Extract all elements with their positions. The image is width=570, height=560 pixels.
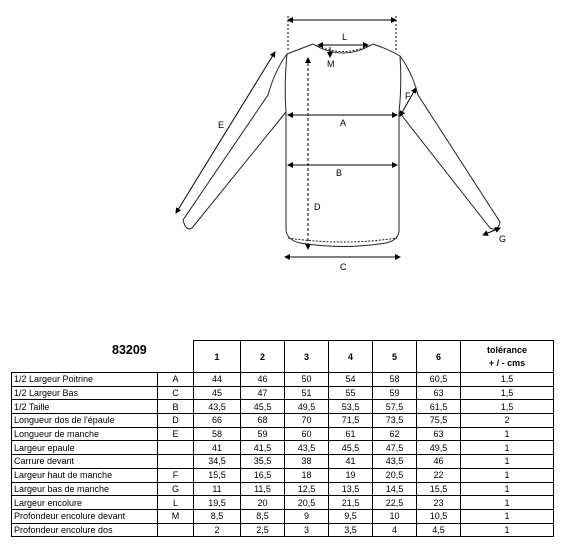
measure-value: 14,5 — [373, 482, 417, 496]
measure-value: 3,5 — [329, 523, 373, 537]
label-L: L — [342, 32, 348, 42]
measure-value: 75,5 — [417, 414, 461, 428]
measure-value: 62 — [373, 427, 417, 441]
measure-value: 60,5 — [417, 373, 461, 387]
measure-value: 2 — [194, 523, 241, 537]
measure-value: 21,5 — [329, 496, 373, 510]
measure-value: 60 — [285, 427, 329, 441]
label-M: M — [327, 59, 335, 69]
tolerance-value: 1 — [461, 427, 554, 441]
measure-value: 22,5 — [373, 496, 417, 510]
tolerance-header-line: + / - cms — [488, 357, 526, 368]
measure-label: Longueur dos de l'épaule — [12, 414, 158, 428]
dim-E — [176, 52, 275, 213]
measure-label: Largeur epaule — [12, 441, 158, 455]
measure-value: 9,5 — [329, 509, 373, 523]
table-row — [12, 400, 554, 414]
measure-label: Largeur haut de manche — [12, 468, 158, 482]
tolerance-value: 1,5 — [461, 386, 554, 400]
measure-value: 51 — [285, 386, 329, 400]
model-number: 83209 — [112, 343, 147, 357]
table-row — [12, 414, 554, 428]
tolerance-value: 1,5 — [461, 400, 554, 414]
measure-value: 41 — [194, 441, 241, 455]
table-row — [12, 482, 554, 496]
measure-value: 55 — [329, 386, 373, 400]
measure-label: 1/2 Largeur Bas — [12, 386, 158, 400]
measure-value: 66 — [194, 414, 241, 428]
dimension-lines — [176, 16, 500, 257]
measure-code: G — [158, 482, 194, 496]
label-G: G — [499, 234, 507, 244]
measure-label: Profondeur encolure dos — [12, 523, 158, 537]
measure-value: 50 — [285, 373, 329, 387]
measure-value: 3 — [285, 523, 329, 537]
measure-code — [158, 523, 194, 537]
measure-value: 9 — [285, 509, 329, 523]
measure-value: 58 — [194, 427, 241, 441]
measure-value: 73,5 — [373, 414, 417, 428]
measure-code: B — [158, 400, 194, 414]
measure-value: 58 — [373, 373, 417, 387]
size-header-3: 3 — [285, 341, 329, 373]
table-row — [12, 468, 554, 482]
measure-value: 47,5 — [373, 441, 417, 455]
measure-value: 10 — [373, 509, 417, 523]
measure-value: 16,5 — [241, 468, 285, 482]
label-E: E — [218, 120, 225, 130]
measure-value: 46 — [417, 455, 461, 469]
measure-value: 8,5 — [194, 509, 241, 523]
measure-value: 15,5 — [417, 482, 461, 496]
measure-label: Profondeur encolure devant — [12, 509, 158, 523]
measure-code: A — [158, 373, 194, 387]
measure-value: 20 — [241, 496, 285, 510]
measure-value: 22 — [417, 468, 461, 482]
table-row — [12, 455, 554, 469]
measure-value: 44 — [194, 373, 241, 387]
measure-code: M — [158, 509, 194, 523]
measure-value: 71,5 — [329, 414, 373, 428]
label-A: A — [340, 118, 347, 128]
table-row — [12, 496, 554, 510]
measure-value: 41,5 — [241, 441, 285, 455]
measure-value: 19,5 — [194, 496, 241, 510]
measure-code: C — [158, 386, 194, 400]
measure-value: 20,5 — [285, 496, 329, 510]
measure-value: 59 — [373, 386, 417, 400]
tolerance-header — [461, 341, 554, 373]
measure-value: 10,5 — [417, 509, 461, 523]
measure-value: 2,5 — [241, 523, 285, 537]
tolerance-value: 1,5 — [461, 373, 554, 387]
table-row — [12, 427, 554, 441]
tolerance-value: 1 — [461, 455, 554, 469]
measure-value: 20,5 — [373, 468, 417, 482]
measure-value: 4,5 — [417, 523, 461, 537]
measure-value: 18 — [285, 468, 329, 482]
measure-value: 11,5 — [241, 482, 285, 496]
measure-code: F — [158, 468, 194, 482]
size-header-row — [12, 341, 554, 373]
measure-value: 41 — [329, 455, 373, 469]
garment-outline — [183, 44, 500, 247]
measure-value: 63 — [417, 427, 461, 441]
measure-value: 43,5 — [194, 400, 241, 414]
measure-label: 1/2 Largeur Poitrine — [12, 373, 158, 387]
measure-value: 54 — [329, 373, 373, 387]
measure-value: 38 — [285, 455, 329, 469]
measure-value: 34,5 — [194, 455, 241, 469]
size-header-4: 4 — [329, 341, 373, 373]
measure-label: Largeur encolure — [12, 496, 158, 510]
size-header-6: 6 — [417, 341, 461, 373]
measure-value: 43,5 — [285, 441, 329, 455]
measure-value: 11 — [194, 482, 241, 496]
measure-value: 23 — [417, 496, 461, 510]
tolerance-value: 1 — [461, 523, 554, 537]
tolerance-value: 1 — [461, 482, 554, 496]
measure-value: 61 — [329, 427, 373, 441]
table-row — [12, 523, 554, 537]
measure-code — [158, 441, 194, 455]
tolerance-value: 1 — [461, 441, 554, 455]
measure-code: L — [158, 496, 194, 510]
measure-code — [158, 455, 194, 469]
measure-label: Largeur bas de manche — [12, 482, 158, 496]
measure-label: Longueur de manche — [12, 427, 158, 441]
measure-value: 43,5 — [373, 455, 417, 469]
header-blank — [12, 341, 194, 373]
label-D: D — [314, 202, 321, 212]
measure-code: D — [158, 414, 194, 428]
measure-value: 19 — [329, 468, 373, 482]
measure-value: 70 — [285, 414, 329, 428]
measure-value: 57,5 — [373, 400, 417, 414]
size-header-2: 2 — [241, 341, 285, 373]
tolerance-value: 1 — [461, 468, 554, 482]
label-F: F — [405, 91, 411, 101]
tolerance-value: 1 — [461, 509, 554, 523]
measure-value: 4 — [373, 523, 417, 537]
measure-value: 13,5 — [329, 482, 373, 496]
size-header-5: 5 — [373, 341, 417, 373]
measure-value: 35,5 — [241, 455, 285, 469]
measure-value: 15,5 — [194, 468, 241, 482]
measure-value: 47 — [241, 386, 285, 400]
table-row — [12, 441, 554, 455]
measure-value: 53,5 — [329, 400, 373, 414]
measure-value: 46 — [241, 373, 285, 387]
size-chart-table — [11, 340, 554, 537]
table-row — [12, 373, 554, 387]
measure-label: Carrure devant — [12, 455, 158, 469]
measure-value: 45 — [194, 386, 241, 400]
measure-value: 63 — [417, 386, 461, 400]
measure-label: 1/2 Taille — [12, 400, 158, 414]
tolerance-value: 1 — [461, 496, 554, 510]
measure-value: 61,5 — [417, 400, 461, 414]
tolerance-header-line: tolérance — [486, 344, 528, 355]
tolerance-value: 2 — [461, 414, 554, 428]
label-B: B — [336, 168, 343, 178]
measure-value: 8,5 — [241, 509, 285, 523]
measure-value: 68 — [241, 414, 285, 428]
table-row — [12, 386, 554, 400]
measure-value: 45,5 — [241, 400, 285, 414]
table-row — [12, 509, 554, 523]
label-C: C — [340, 262, 347, 272]
measure-value: 49,5 — [285, 400, 329, 414]
measure-value: 49,5 — [417, 441, 461, 455]
measure-code: E — [158, 427, 194, 441]
size-header-1: 1 — [194, 341, 241, 373]
measure-value: 45,5 — [329, 441, 373, 455]
measure-value: 12,5 — [285, 482, 329, 496]
measure-value: 59 — [241, 427, 285, 441]
